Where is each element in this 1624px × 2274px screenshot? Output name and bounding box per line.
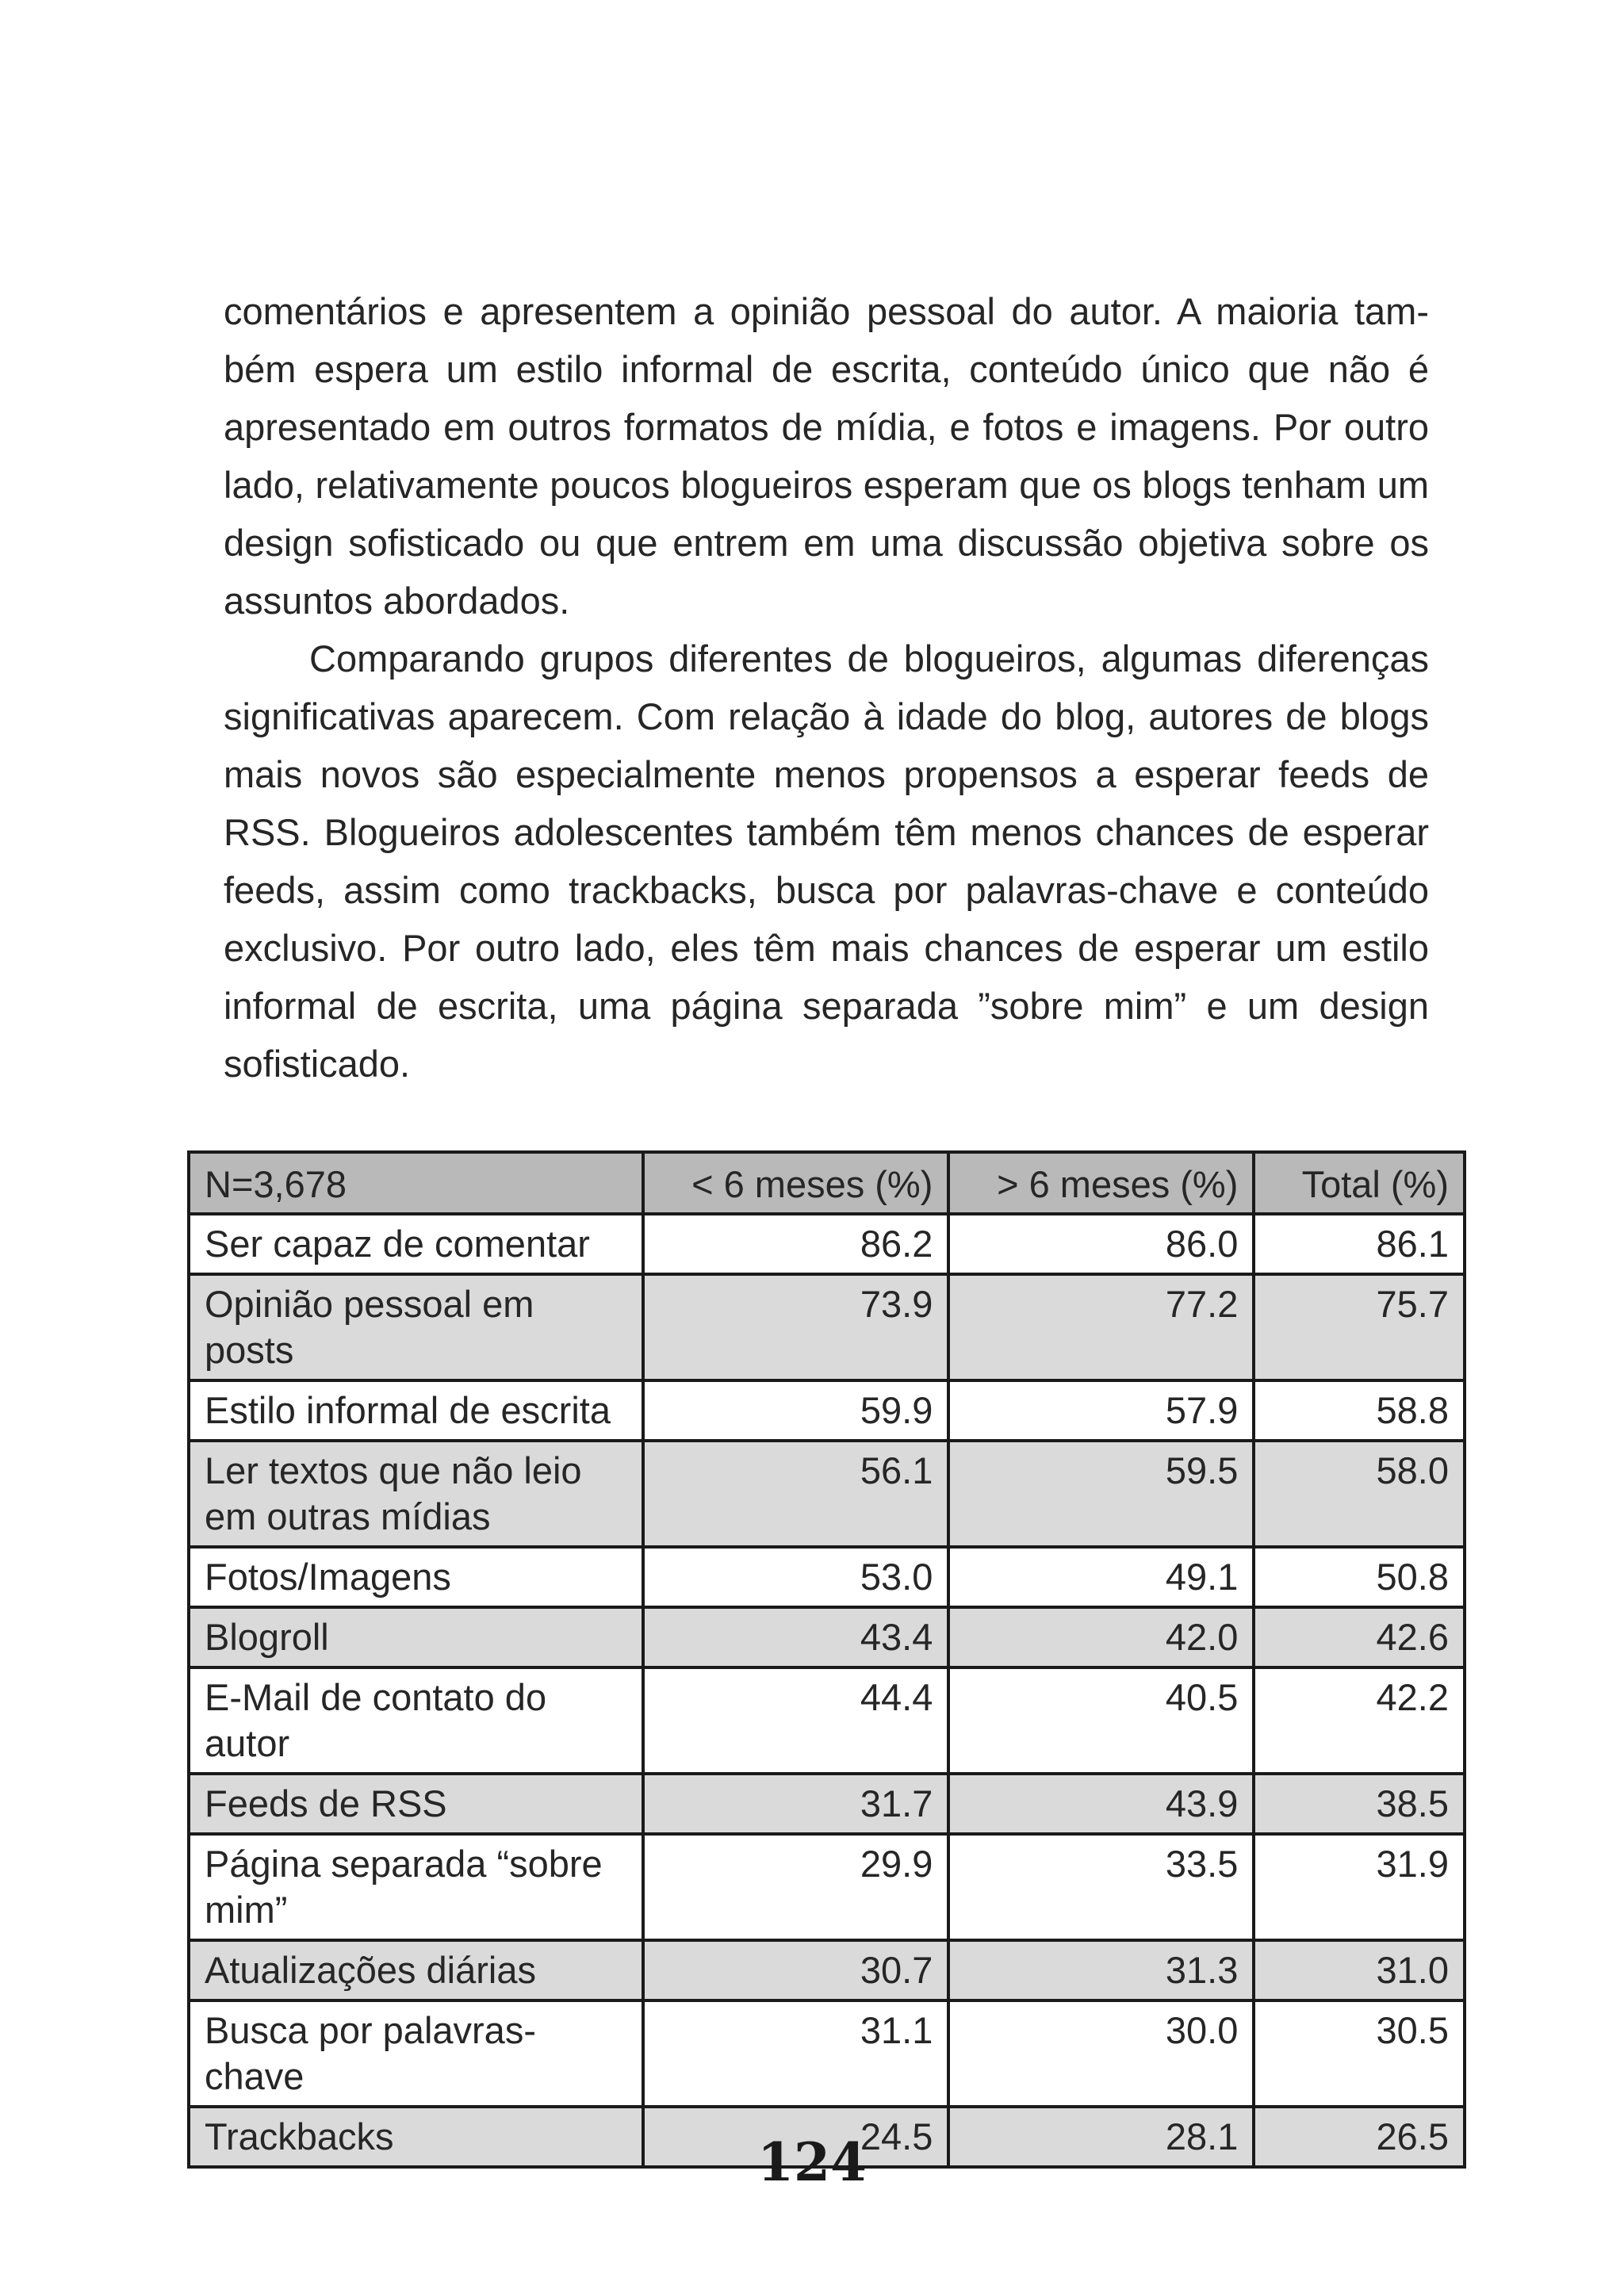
cell-over-6-months: 28.1 <box>948 2107 1254 2167</box>
cell-over-6-months: 57.9 <box>948 1380 1254 1441</box>
row-label: Estilo informal de escrita <box>189 1380 643 1441</box>
table-header-row <box>189 1152 1465 1214</box>
table-row <box>189 1667 1465 1774</box>
table-row <box>189 1274 1465 1380</box>
table-row <box>189 1940 1465 2000</box>
cell-under-6-months: 43.4 <box>643 1607 948 1667</box>
cell-total: 31.0 <box>1254 1940 1465 2000</box>
cell-over-6-months: 86.0 <box>948 1214 1254 1274</box>
cell-total: 38.5 <box>1254 1774 1465 1834</box>
cell-under-6-months: 56.1 <box>643 1441 948 1547</box>
cell-over-6-months: 42.0 <box>948 1607 1254 1667</box>
cell-under-6-months: 53.0 <box>643 1547 948 1607</box>
table-row <box>189 1441 1465 1547</box>
cell-under-6-months: 24.5 <box>643 2107 948 2167</box>
table-row <box>189 1380 1465 1441</box>
row-label: Ser capaz de comentar <box>189 1214 643 1274</box>
cell-under-6-months: 73.9 <box>643 1274 948 1380</box>
cell-over-6-months: 43.9 <box>948 1774 1254 1834</box>
body-text <box>224 282 1429 1093</box>
row-label: Opinião pessoal em posts <box>189 1274 643 1380</box>
cell-total: 75.7 <box>1254 1274 1465 1380</box>
row-label: E-Mail de contato do autor <box>189 1667 643 1774</box>
row-label: Ler textos que não leio em outras mídias <box>189 1441 643 1547</box>
cell-total: 58.8 <box>1254 1380 1465 1441</box>
cell-total: 30.5 <box>1254 2000 1465 2107</box>
cell-under-6-months: 44.4 <box>643 1667 948 1774</box>
cell-total: 86.1 <box>1254 1214 1465 1274</box>
cell-over-6-months: 30.0 <box>948 2000 1254 2107</box>
table-row <box>189 2000 1465 2107</box>
row-label: Busca por palavras-chave <box>189 2000 643 2107</box>
cell-total: 50.8 <box>1254 1547 1465 1607</box>
cell-over-6-months: 40.5 <box>948 1667 1254 1774</box>
cell-under-6-months: 31.1 <box>643 2000 948 2107</box>
row-label: Feeds de RSS <box>189 1774 643 1834</box>
cell-under-6-months: 29.9 <box>643 1834 948 1940</box>
header-sample-size: N=3,678 <box>189 1152 643 1214</box>
header-total: Total (%) <box>1254 1152 1465 1214</box>
cell-over-6-months: 33.5 <box>948 1834 1254 1940</box>
cell-total: 42.2 <box>1254 1667 1465 1774</box>
table-row <box>189 1607 1465 1667</box>
cell-over-6-months: 31.3 <box>948 1940 1254 2000</box>
table-row <box>189 1774 1465 1834</box>
header-over-6-months: > 6 meses (%) <box>948 1152 1254 1214</box>
cell-total: 31.9 <box>1254 1834 1465 1940</box>
cell-total: 58.0 <box>1254 1441 1465 1547</box>
blog-expectations-table <box>187 1150 1466 2169</box>
header-under-6-months: < 6 meses (%) <box>643 1152 948 1214</box>
cell-under-6-months: 86.2 <box>643 1214 948 1274</box>
page-number: 124 <box>757 2131 867 2193</box>
cell-total: 42.6 <box>1254 1607 1465 1667</box>
cell-over-6-months: 49.1 <box>948 1547 1254 1607</box>
cell-under-6-months: 59.9 <box>643 1380 948 1441</box>
cell-over-6-months: 59.5 <box>948 1441 1254 1547</box>
cell-over-6-months: 77.2 <box>948 1274 1254 1380</box>
row-label: Trackbacks <box>189 2107 643 2167</box>
cell-under-6-months: 30.7 <box>643 1940 948 2000</box>
paragraph-2: Comparando grupos diferentes de blogueiros, algumas diferenças significativas aparecem. Com relação à idade do blog, autores de blogs mais novos são especialmente menos propensos a esperar feeds de RSS. Blogueiros adolescentes também têm menos chances de esperar feeds, assim como trackbacks, busca por palavras-chave e conteúdo exclusivo. Por outro lado, eles têm mais chances de esperar um estilo informal de escrita, uma página separada ”sobre mim” e um design sofisticado. <box>224 637 1429 1085</box>
table-row <box>189 1547 1465 1607</box>
row-label: Atualizações diárias <box>189 1940 643 2000</box>
row-label: Fotos/Imagens <box>189 1547 643 1607</box>
table-row <box>189 1834 1465 1940</box>
cell-total: 26.5 <box>1254 2107 1465 2167</box>
table-row <box>189 1214 1465 1274</box>
cell-under-6-months: 31.7 <box>643 1774 948 1834</box>
row-label: Página separada “sobre mim” <box>189 1834 643 1940</box>
row-label: Blogroll <box>189 1607 643 1667</box>
paragraph-1: comentários e apresentem a opinião pessoal do autor. A maioria também espera um estilo informal de escrita, conteúdo único que não é apresentado em outros formatos de mídia, e fotos e imagens. Por outro lado, relativamente poucos blogueiros esperam que os blogs tenham um design sofisticado ou que entrem em uma discussão objetiva sobre os assuntos abordados. <box>224 290 1429 622</box>
